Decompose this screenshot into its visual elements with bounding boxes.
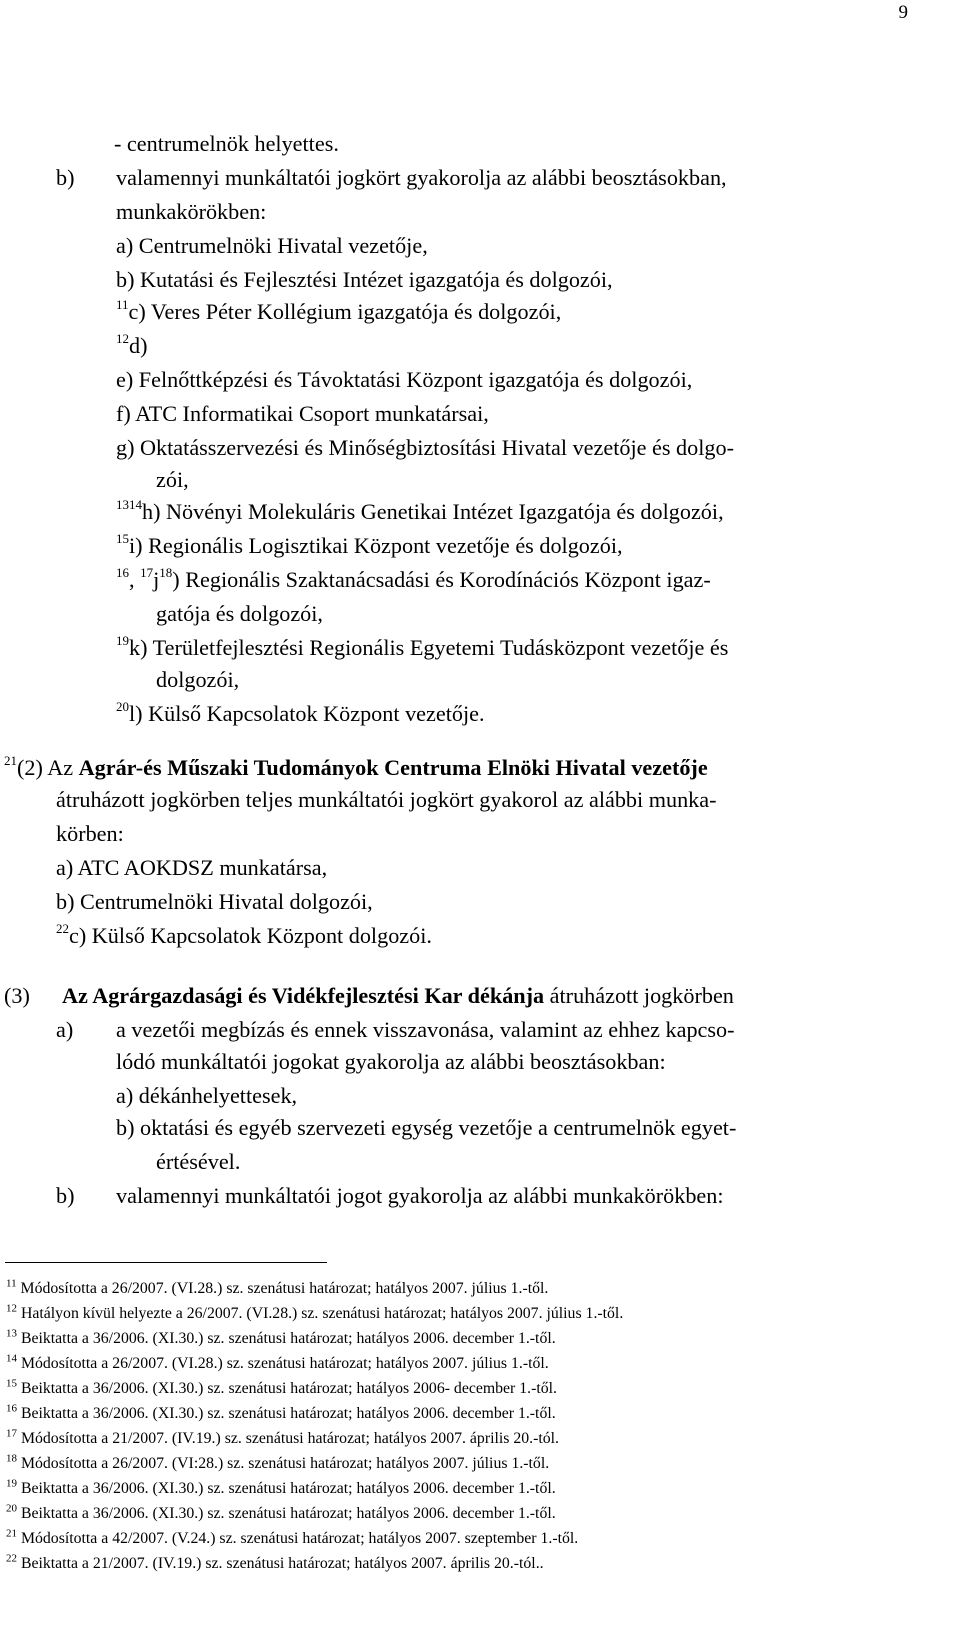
section-3-subitem-b-line1: b) oktatási és egyéb szervezeti egység vezetője a centrumelnök egyet- [116,1115,737,1140]
section-3-num: (3) [4,983,30,1008]
footnote [6,1503,556,1525]
footnote-text: Beiktatta a 36/2006. (XI.30.) sz. szenátusi határozat; hatályos 2006- december 1.-től. [17,1380,557,1397]
footnote-ref: 16 [116,564,129,580]
footnote-text: Beiktatta a 21/2007. (IV.19.) sz. szenátusi határozat; hatályos 2007. április 20.-tól.. [17,1555,544,1572]
footnote [6,1528,578,1550]
footnote [6,1553,544,1575]
footnote-ref: 12 [116,330,129,346]
subitem-i: $^{15}$i) Regionális Logisztikai Központ vezetője és dolgozói, [116,530,623,558]
footnote-text: Hatályon kívül helyezte a 26/2007. (VI.28.) sz. szenátusi határozat; hatályos 2007. július 1.-től. [17,1305,624,1322]
footnote-ref: 1314 [116,496,142,512]
footnote [6,1428,559,1450]
footnote-number: 11 [6,1277,17,1290]
footnote-text: Módosította a 21/2007. (IV.19.) sz. szenátusi határozat; hatályos 2007. április 20.-tól. [17,1430,559,1447]
footnote [6,1303,623,1325]
footnote-ref: 15 [116,530,129,546]
footnote-text: Módosította a 26/2007. (VI.28.) sz. szenátusi határozat; hatályos 2007. július 1.-től. [16,1280,549,1297]
footnote [6,1403,556,1425]
section-2-item-c: $^{22}$c) Külső Kapcsolatok Központ dolgozói. [56,920,432,948]
section-3-heading: Az Agrárgazdasági és Vidékfejlesztési Kar dékánja átruházott jogkörben [62,983,734,1008]
footnote-number: 20 [6,1502,17,1515]
footnote [6,1328,556,1350]
footnote-number: 15 [6,1377,17,1390]
footnote-number: 17 [6,1427,17,1440]
footnote-number: 14 [6,1352,17,1365]
subitem-j-line2: gatója és dolgozói, [156,601,323,626]
subitem-a: a) Centrumelnöki Hivatal vezetője, [116,233,428,258]
footnote-ref: 17 [140,564,154,580]
footnote-number: 22 [6,1552,17,1565]
footnote [6,1478,556,1500]
subitem-j-line1: $^{16}$, $^{17}j^{18}$) Regionális Szaktanácsadási és Korodínációs Központ igaz- [116,564,711,592]
footnote-number: 13 [6,1327,17,1340]
subitem-e: e) Felnőttképzési és Távoktatási Központ igazgatója és dolgozói, [116,367,693,392]
footnote-divider [5,1262,327,1263]
footnote-ref: 18 [159,564,173,580]
section-2-line3: körben: [56,821,124,846]
footnote-ref: 11 [116,296,129,312]
footnote-number: 12 [6,1302,17,1315]
footnote-number: 19 [6,1477,17,1490]
footnote [6,1453,549,1475]
section-3-a-marker: a) [56,1017,74,1042]
subitem-d: $^{12}$d) [116,330,148,358]
subitem-f: f) ATC Informatikai Csoport munkatársai, [116,401,489,426]
subitem-c: $^{11}$c) Veres Péter Kollégium igazgatója és dolgozói, [116,296,562,324]
footnote-text: Beiktatta a 36/2006. (XI.30.) sz. szenátusi határozat; hatályos 2006. december 1.-től. [17,1505,556,1522]
section-3-a-line2: lódó munkáltatói jogokat gyakorolja az alábbi beosztásokban: [116,1049,666,1074]
section-2-item-b: b) Centrumelnöki Hivatal dolgozói, [56,889,373,914]
section-2-line2: átruházott jogkörben teljes munkáltatói jogkört gyakorol az alábbi munka- [56,787,717,812]
page-number: 9 [898,2,908,23]
subitem-l: $^{20}$l) Külső Kapcsolatok Központ vezetője. [116,698,485,726]
item-b-text-line1: valamennyi munkáltatói jogkört gyakorolja az alábbi beosztásokban, [116,165,727,190]
footnote-ref: 20 [116,698,129,714]
footnote-text: Módosította a 26/2007. (VI:28.) sz. szenátusi határozat; hatályos 2007. július 1.-től. [17,1455,550,1472]
subitem-h: $^{1314}$h) Növényi Molekuláris Genetikai Intézet Igazgatója és dolgozói, [116,496,724,524]
footnote-text: Módosította a 42/2007. (V.24.) sz. szenátusi határozat; hatályos 2007. szeptember 1.-től. [17,1530,579,1547]
footnote [6,1378,557,1400]
item-b-marker: b) [56,165,75,190]
subitem-k-line2: dolgozói, [156,667,240,692]
subitem-k-line1: $^{19}$k) Területfejlesztési Regionális Egyetemi Tudásközpont vezetője és [116,632,729,660]
footnote-ref: 22 [56,920,69,936]
section-2-heading: $^{21}$(2) Az Agrár-és Műszaki Tudományok Centruma Elnöki Hivatal vezetője [4,752,708,780]
section-3-a-line1: a vezetői megbízás és ennek visszavonása, valamint az ehhez kapcso- [116,1017,735,1042]
section-2-item-a: a) ATC AOKDSZ munkatársa, [56,855,328,880]
section-3-b-marker: b) [56,1183,75,1208]
section-3-b-text: valamennyi munkáltatói jogot gyakorolja az alábbi munkakörökben: [116,1183,724,1208]
section-3-subitem-b-line2: értésével. [156,1149,241,1174]
footnote-number: 18 [6,1452,17,1465]
section-3-subitem-a: a) dékánhelyettesek, [116,1083,298,1108]
list-item-dash: - centrumelnök helyettes. [114,131,339,156]
footnote-text: Beiktatta a 36/2006. (XI.30.) sz. szenátusi határozat; hatályos 2006. december 1.-től. [17,1330,556,1347]
subitem-g-line1: g) Oktatásszervezési és Minőségbiztosítási Hivatal vezetője és dolgo- [116,435,734,460]
footnote-number: 21 [6,1527,17,1540]
subitem-g-line2: zói, [156,467,189,492]
footnote-text: Módosította a 26/2007. (VI.28.) sz. szenátusi határozat; hatályos 2007. július 1.-től. [17,1355,549,1372]
footnote [6,1278,548,1300]
footnote-text: Beiktatta a 36/2006. (XI.30.) sz. szenátusi határozat; hatályos 2006. december 1.-től. [17,1480,556,1497]
footnote-ref: 21 [4,752,17,768]
footnote-ref: 19 [116,632,129,648]
footnote-text: Beiktatta a 36/2006. (XI.30.) sz. szenátusi határozat; hatályos 2006. december 1.-től. [17,1405,556,1422]
subitem-b: b) Kutatási és Fejlesztési Intézet igazgatója és dolgozói, [116,267,613,292]
footnote-number: 16 [6,1402,17,1415]
item-b-text-line2: munkakörökben: [116,199,267,224]
footnote [6,1353,549,1375]
